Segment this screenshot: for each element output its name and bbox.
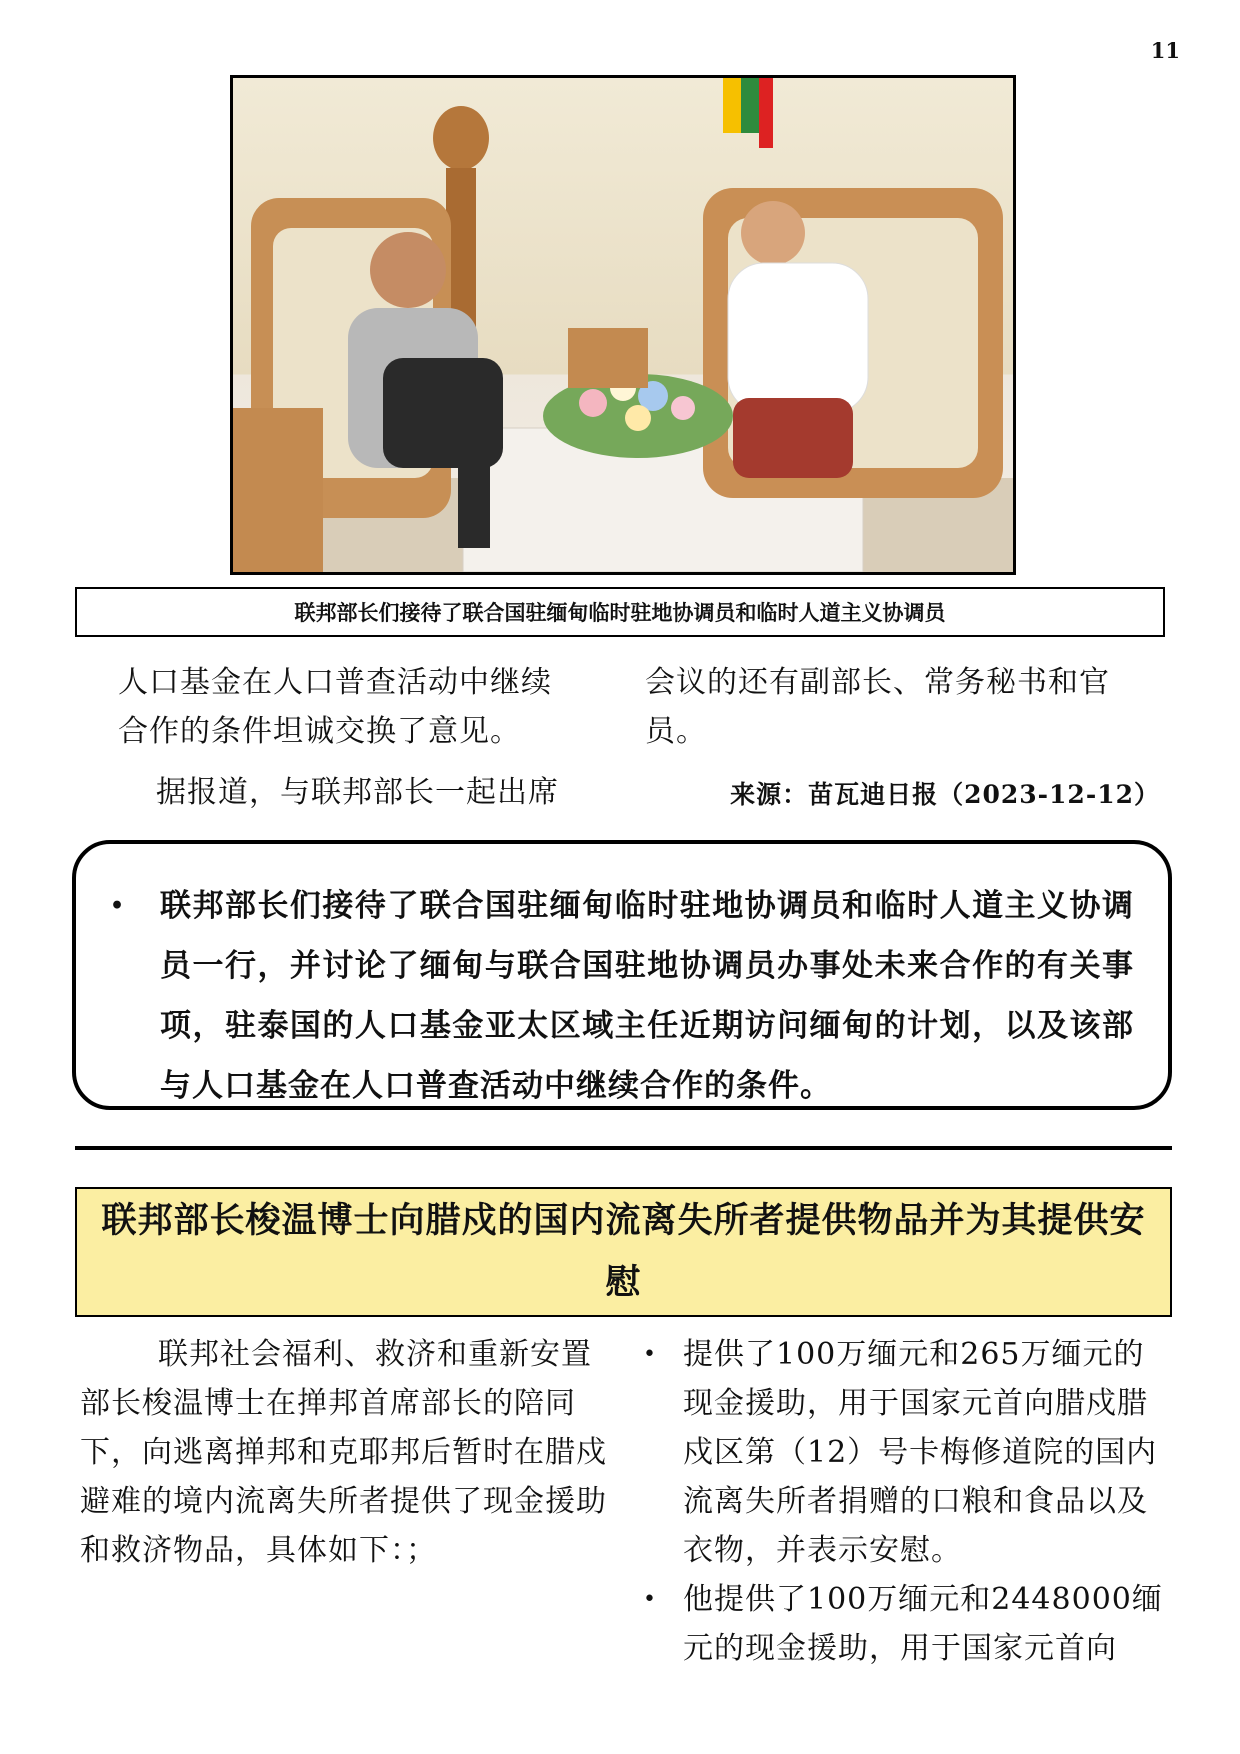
article1-right-line-2: 员。 [645, 714, 707, 749]
article1-left-column [118, 658, 608, 817]
meeting-photo [230, 75, 1016, 575]
summary-list [132, 876, 1134, 1116]
meeting-photo-illustration [233, 78, 1013, 572]
article2-bullet-2: • 他提供了100万缅元和2448000缅元的现金援助，用于国家元首向 [645, 1575, 1175, 1673]
article1-left-line-2: 合作的条件坦诚交换了意见。 [118, 714, 521, 749]
article1-left-para-2: 据报道，与联邦部长一起出席 [156, 775, 559, 810]
summary-box [72, 840, 1172, 1110]
article1-right-column [645, 658, 1165, 819]
article2-bullet-list [645, 1330, 1175, 1673]
article1-right-line-1: 会议的还有副部长、常务秘书和官 [645, 665, 1110, 700]
article2-left-column [80, 1330, 610, 1575]
article2-headline: 联邦部长梭温博士向腊戍的国内流离失所者提供物品并为其提供安慰 [75, 1187, 1172, 1317]
article1-left-line-1: 人口基金在人口普查活动中继续 [118, 665, 552, 700]
summary-bullet: • 联邦部长们接待了联合国驻缅甸临时驻地协调员和临时人道主义协调员一行，并讨论了缅甸与联合国驻地协调员办事处未来合作的有关事项，驻泰国的人口基金亚太区域主任近期访问缅甸的计划，以及该部与人口基金在人口普查活动中继续合作的条件。 [132, 876, 1134, 1116]
page-number: 11 [1150, 38, 1180, 63]
photo-caption: 联邦部长们接待了联合国驻缅甸临时驻地协调员和临时人道主义协调员 [75, 587, 1165, 637]
section-divider [75, 1146, 1172, 1150]
article2-bullet-1: • 提供了100万缅元和265万缅元的现金援助，用于国家元首向腊戍腊戍区第（12）号卡梅修道院的国内流离失所者捐赠的口粮和食品以及衣物，并表示安慰。 [645, 1330, 1175, 1575]
article2-right-column [645, 1330, 1175, 1673]
article1-source: 来源：苗瓦迪日报（2023-12-12） [730, 780, 1160, 809]
article2-intro: 联邦社会福利、救济和重新安置部长梭温博士在掸邦首席部长的陪同下，向逃离掸邦和克耶邦后暂时在腊戍避难的境内流离失所者提供了现金援助和救济物品，具体如下：； [80, 1337, 607, 1568]
